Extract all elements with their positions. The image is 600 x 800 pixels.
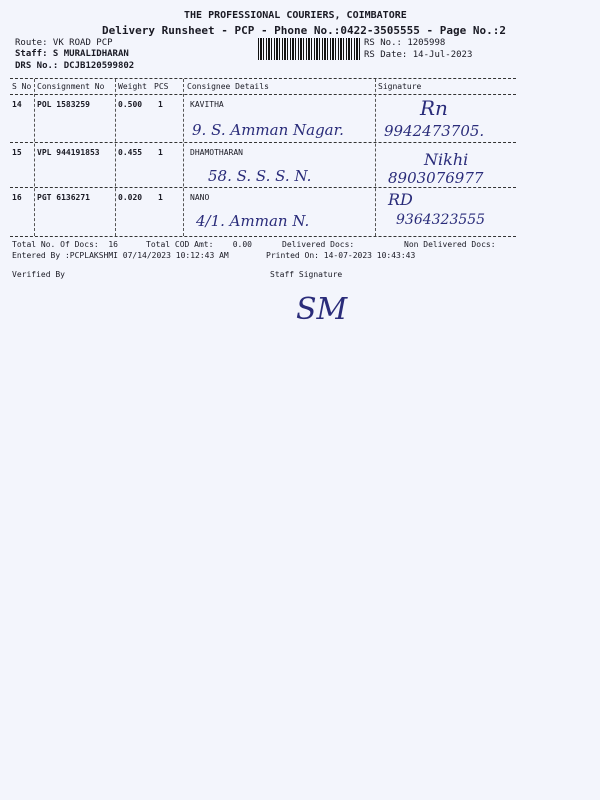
rs-date: RS Date: 14-Jul-2023	[364, 50, 473, 60]
handwritten-phone: 9364323555	[396, 212, 486, 228]
col-divider	[183, 79, 184, 236]
printed-on: Printed On: 14-07-2023 10:43:43	[266, 251, 416, 260]
handwritten-address: 9. S. Amman Nagar.	[192, 121, 344, 139]
handwritten-name: RD	[388, 190, 413, 209]
row-sno: 15	[12, 148, 22, 157]
total-docs: Total No. Of Docs: 16	[12, 240, 118, 249]
rs-number: RS No.: 1205998	[364, 38, 446, 48]
row-consignee: DHAMOTHARAN	[190, 148, 243, 157]
runsheet-title: Delivery Runsheet - PCP - Phone No.:0422-3505555 - Page No.:2	[102, 24, 506, 37]
row-weight: 0.020	[118, 193, 143, 202]
col-pcs: PCS	[154, 82, 169, 91]
col-divider	[375, 79, 376, 236]
handwritten-name: Nikhi	[424, 150, 469, 169]
handwritten-phone: 9942473705.	[384, 122, 485, 140]
staff-signature: SM	[296, 292, 348, 327]
row-weight: 0.500	[118, 100, 143, 109]
col-weight: Weight	[118, 82, 147, 91]
row-consignment: PGT 6136271	[37, 193, 90, 202]
non-delivered-docs: Non Delivered Docs:	[404, 240, 496, 249]
col-consignee: Consignee Details	[187, 82, 269, 91]
row-sno: 16	[12, 193, 22, 202]
row-pcs: 1	[158, 148, 163, 157]
row-rule	[10, 187, 516, 188]
row-rule	[10, 142, 516, 143]
table-top-rule	[10, 78, 516, 79]
row-consignee: NANO	[190, 193, 210, 202]
row-sno: 14	[12, 100, 22, 109]
row-consignee: KAVITHA	[190, 100, 224, 109]
handwritten-phone: 8903076977	[388, 169, 484, 187]
col-sno: S No	[12, 82, 32, 91]
total-cod: Total COD Amt: 0.00	[146, 240, 252, 249]
entered-by: Entered By :PCPLAKSHMI 07/14/2023 10:12:43 AM	[12, 251, 229, 260]
row-consignment: POL 1583259	[37, 100, 90, 109]
col-signature: Signature	[378, 82, 422, 91]
col-divider	[115, 79, 116, 236]
row-pcs: 1	[158, 193, 163, 202]
staff-signature-label: Staff Signature	[270, 270, 343, 279]
barcode	[258, 38, 362, 60]
handwritten-address: 4/1. Amman N.	[196, 212, 310, 230]
staff-label: Staff: S MURALIDHARAN	[15, 49, 129, 59]
company-name: THE PROFESSIONAL COURIERS, COIMBATORE	[184, 10, 407, 21]
handwritten-name: Rn	[420, 96, 448, 120]
col-divider	[34, 79, 35, 236]
table-bottom-rule	[10, 236, 516, 237]
row-consignment: VPL 944191853	[37, 148, 100, 157]
row-weight: 0.455	[118, 148, 143, 157]
handwritten-address: 58. S. S. S. N.	[208, 167, 312, 185]
row-pcs: 1	[158, 100, 163, 109]
col-consignment: Consignment No	[37, 82, 105, 91]
table-header-rule	[10, 94, 516, 95]
delivered-docs: Delivered Docs:	[282, 240, 355, 249]
drs-number: DRS No.: DCJB120599802	[15, 61, 135, 71]
verified-by: Verified By	[12, 270, 65, 279]
route-label: Route: VK ROAD PCP	[15, 38, 113, 48]
